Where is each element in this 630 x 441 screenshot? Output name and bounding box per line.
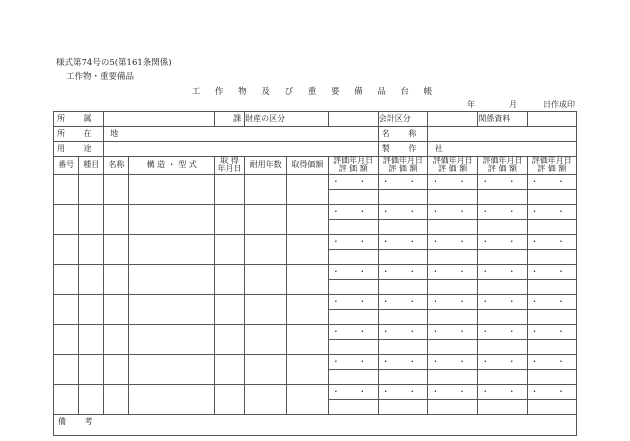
date-month-label: 月	[509, 100, 517, 109]
cell-shumoku	[79, 264, 104, 294]
cell-taiyo-nensu	[245, 264, 287, 294]
col-hyoka-2	[378, 157, 427, 175]
cell-bango	[54, 264, 79, 294]
cell-bango	[54, 384, 79, 414]
ka-label: 課	[214, 112, 244, 127]
col-hyoka-2-line1: 評価年月日	[382, 156, 423, 165]
ledger-row	[54, 354, 577, 369]
shozoku-label: 所 属	[54, 112, 104, 127]
cell-shutoku-date	[214, 204, 244, 234]
cell-shumoku	[79, 354, 104, 384]
cell-shutoku-kagaku	[287, 354, 328, 384]
hyoka-date-cell-1: ・ ・	[328, 294, 378, 309]
cell-shutoku-kagaku	[287, 324, 328, 354]
cell-shutoku-kagaku	[287, 384, 328, 414]
hyoka-amount-cell-2	[378, 189, 427, 204]
col-hyoka-2-line2: 評 価 額	[388, 164, 418, 174]
hyoka-date-cell-4: ・ ・	[478, 204, 527, 219]
notes-row	[54, 414, 577, 435]
hyoka-amount-cell-5	[527, 309, 576, 324]
col-shumoku: 種目	[79, 157, 104, 175]
hyoka-amount-cell-4	[478, 399, 527, 414]
col-hyoka-4-line2: 評 価 額	[487, 164, 517, 174]
col-shutoku-kagaku: 取得価額	[287, 157, 328, 175]
hyoka-date-cell-2: ・ ・	[378, 354, 427, 369]
hyoka-date-cell-1: ・ ・	[328, 324, 378, 339]
cell-kozo-keishiki	[129, 204, 214, 234]
cell-kozo-keishiki	[129, 174, 214, 204]
yoto-label: 用 途	[54, 142, 104, 157]
cell-meisho	[104, 294, 129, 324]
cell-shutoku-date	[214, 294, 244, 324]
col-hyoka-1-line2: 評 価 額	[338, 164, 368, 174]
col-kozo-keishiki: 構 造 ・ 型 式	[129, 157, 214, 175]
cell-taiyo-nensu	[245, 174, 287, 204]
col-hyoka-4	[478, 157, 527, 175]
page-title: 工 作 物 及 び 重 要 備 品 台 帳	[191, 87, 439, 97]
kankei-shiryo-value	[527, 112, 576, 127]
ledger-row	[54, 234, 577, 249]
cell-meisho	[104, 324, 129, 354]
shozaichi-value	[104, 127, 379, 142]
cell-bango	[54, 174, 79, 204]
cell-kozo-keishiki	[129, 264, 214, 294]
hyoka-amount-cell-5	[527, 249, 576, 264]
ledger-row	[54, 294, 577, 309]
col-meisho: 名称	[104, 157, 129, 175]
hyoka-amount-cell-4	[478, 279, 527, 294]
info-row-2	[54, 127, 577, 142]
yoto-value	[104, 142, 379, 157]
cell-kozo-keishiki	[129, 324, 214, 354]
cell-shumoku	[79, 294, 104, 324]
hyoka-date-cell-2: ・ ・	[378, 234, 427, 249]
cell-shutoku-kagaku	[287, 264, 328, 294]
cell-shumoku	[79, 234, 104, 264]
cell-shutoku-kagaku	[287, 294, 328, 324]
hyoka-amount-cell-5	[527, 399, 576, 414]
col-hyoka-3-line2: 評 価 額	[438, 164, 468, 174]
info-row-1	[54, 112, 577, 127]
hyoka-amount-cell-4	[478, 249, 527, 264]
kaikei-kubun-value	[428, 112, 478, 127]
meisho-value	[428, 127, 577, 142]
col-hyoka-3	[428, 157, 478, 175]
info-row-3	[54, 142, 577, 157]
cell-shutoku-kagaku	[287, 234, 328, 264]
hyoka-amount-cell-4	[478, 189, 527, 204]
hyoka-date-cell-5: ・ ・	[527, 204, 576, 219]
hyoka-amount-cell-3	[428, 369, 478, 384]
col-shutoku-date	[214, 157, 244, 175]
hyoka-amount-cell-5	[527, 219, 576, 234]
cell-kozo-keishiki	[129, 354, 214, 384]
hyoka-amount-cell-3	[428, 339, 478, 354]
kankei-shiryo-label: 関係資料	[478, 112, 527, 127]
hyoka-date-cell-4: ・ ・	[478, 324, 527, 339]
cell-taiyo-nensu	[245, 204, 287, 234]
hyoka-amount-cell-1	[328, 339, 378, 354]
hyoka-date-cell-3: ・ ・	[428, 354, 478, 369]
zaisan-kubun-label: 財産の区分	[245, 112, 328, 127]
cell-shumoku	[79, 174, 104, 204]
hyoka-date-cell-3: ・ ・	[428, 204, 478, 219]
notes-label: 備 考	[54, 414, 577, 435]
cell-shutoku-kagaku	[287, 174, 328, 204]
cell-meisho	[104, 174, 129, 204]
hyoka-amount-cell-1	[328, 219, 378, 234]
col-bango: 番号	[54, 157, 79, 175]
cell-shutoku-date	[214, 234, 244, 264]
hyoka-amount-cell-1	[328, 189, 378, 204]
cell-bango	[54, 324, 79, 354]
cell-taiyo-nensu	[245, 294, 287, 324]
form-number: 様式第74号の5(第161条関係)	[56, 58, 172, 68]
cell-meisho	[104, 384, 129, 414]
cell-shutoku-date	[214, 264, 244, 294]
col-hyoka-3-line1: 評価年月日	[432, 156, 473, 165]
hyoka-amount-cell-4	[478, 369, 527, 384]
ledger-row	[54, 174, 577, 189]
creation-date-line	[467, 99, 575, 110]
hyoka-date-cell-5: ・ ・	[527, 354, 576, 369]
cell-taiyo-nensu	[245, 324, 287, 354]
cell-taiyo-nensu	[245, 354, 287, 384]
col-hyoka-4-line1: 評価年月日	[482, 156, 523, 165]
shozoku-value	[104, 112, 215, 127]
ledger-table	[53, 111, 577, 436]
ledger-row	[54, 384, 577, 399]
hyoka-amount-cell-5	[527, 189, 576, 204]
hyoka-date-cell-2: ・ ・	[378, 174, 427, 189]
cell-meisho	[104, 264, 129, 294]
hyoka-date-cell-1: ・ ・	[328, 234, 378, 249]
hyoka-date-cell-2: ・ ・	[378, 204, 427, 219]
cell-kozo-keishiki	[129, 384, 214, 414]
data-rows	[54, 174, 577, 414]
col-shutoku-date-line2: 年月日	[217, 164, 242, 174]
hyoka-date-cell-2: ・ ・	[378, 294, 427, 309]
cell-bango	[54, 354, 79, 384]
hyoka-amount-cell-3	[428, 249, 478, 264]
hyoka-amount-cell-1	[328, 309, 378, 324]
hyoka-amount-cell-3	[428, 279, 478, 294]
hyoka-date-cell-1: ・ ・	[328, 264, 378, 279]
col-hyoka-1-line1: 評価年月日	[333, 156, 374, 165]
hyoka-date-cell-4: ・ ・	[478, 264, 527, 279]
hyoka-date-cell-3: ・ ・	[428, 174, 478, 189]
cell-kozo-keishiki	[129, 294, 214, 324]
column-header-row	[54, 157, 577, 175]
cell-shutoku-date	[214, 324, 244, 354]
cell-kozo-keishiki	[129, 234, 214, 264]
cell-shumoku	[79, 384, 104, 414]
cell-shutoku-date	[214, 384, 244, 414]
hyoka-date-cell-4: ・ ・	[478, 174, 527, 189]
shozaichi-label: 所 在 地	[54, 127, 104, 142]
cell-taiyo-nensu	[245, 234, 287, 264]
ledger-row	[54, 264, 577, 279]
hyoka-date-cell-3: ・ ・	[428, 234, 478, 249]
ledger-row	[54, 204, 577, 219]
hyoka-date-cell-2: ・ ・	[378, 384, 427, 399]
hyoka-date-cell-2: ・ ・	[378, 264, 427, 279]
col-hyoka-1	[328, 157, 378, 175]
seisakusha-label: 製 作 社	[378, 142, 427, 157]
col-shutoku-date-line1: 取 得	[220, 156, 239, 165]
cell-shutoku-kagaku	[287, 204, 328, 234]
hyoka-date-cell-1: ・ ・	[328, 354, 378, 369]
col-hyoka-5	[527, 157, 576, 175]
hyoka-date-cell-4: ・ ・	[478, 384, 527, 399]
cell-meisho	[104, 204, 129, 234]
col-hyoka-5-line2: 評 価 額	[537, 164, 567, 174]
hyoka-amount-cell-2	[378, 279, 427, 294]
hyoka-amount-cell-2	[378, 309, 427, 324]
date-year-label: 年	[467, 100, 475, 109]
hyoka-amount-cell-1	[328, 249, 378, 264]
hyoka-date-cell-5: ・ ・	[527, 294, 576, 309]
hyoka-date-cell-1: ・ ・	[328, 384, 378, 399]
date-suffix-label: 日作成印	[543, 100, 575, 109]
hyoka-date-cell-5: ・ ・	[527, 324, 576, 339]
hyoka-amount-cell-4	[478, 339, 527, 354]
hyoka-amount-cell-5	[527, 279, 576, 294]
hyoka-date-cell-5: ・ ・	[527, 234, 576, 249]
hyoka-amount-cell-2	[378, 249, 427, 264]
col-hyoka-5-line1: 評価年月日	[531, 156, 572, 165]
hyoka-amount-cell-2	[378, 219, 427, 234]
cell-shutoku-date	[214, 354, 244, 384]
hyoka-amount-cell-3	[428, 219, 478, 234]
hyoka-amount-cell-4	[478, 219, 527, 234]
kaikei-kubun-label: 会計区分	[378, 112, 427, 127]
cell-shumoku	[79, 324, 104, 354]
ledger-row	[54, 324, 577, 339]
hyoka-date-cell-3: ・ ・	[428, 264, 478, 279]
form-subtitle: 工作物・重要備品	[66, 72, 135, 82]
hyoka-amount-cell-3	[428, 399, 478, 414]
cell-meisho	[104, 354, 129, 384]
cell-shutoku-date	[214, 174, 244, 204]
hyoka-date-cell-1: ・ ・	[328, 174, 378, 189]
hyoka-date-cell-4: ・ ・	[478, 234, 527, 249]
hyoka-date-cell-2: ・ ・	[378, 324, 427, 339]
hyoka-date-cell-3: ・ ・	[428, 294, 478, 309]
hyoka-date-cell-5: ・ ・	[527, 174, 576, 189]
hyoka-amount-cell-5	[527, 339, 576, 354]
cell-taiyo-nensu	[245, 384, 287, 414]
hyoka-amount-cell-2	[378, 399, 427, 414]
hyoka-amount-cell-5	[527, 369, 576, 384]
hyoka-date-cell-3: ・ ・	[428, 384, 478, 399]
cell-bango	[54, 294, 79, 324]
hyoka-amount-cell-2	[378, 369, 427, 384]
hyoka-amount-cell-1	[328, 399, 378, 414]
hyoka-date-cell-5: ・ ・	[527, 384, 576, 399]
hyoka-date-cell-1: ・ ・	[328, 204, 378, 219]
hyoka-amount-cell-3	[428, 309, 478, 324]
hyoka-amount-cell-3	[428, 189, 478, 204]
hyoka-date-cell-4: ・ ・	[478, 354, 527, 369]
cell-bango	[54, 234, 79, 264]
hyoka-date-cell-4: ・ ・	[478, 294, 527, 309]
hyoka-date-cell-5: ・ ・	[527, 264, 576, 279]
hyoka-amount-cell-1	[328, 279, 378, 294]
meisho-label: 名 称	[378, 127, 427, 142]
hyoka-amount-cell-1	[328, 369, 378, 384]
hyoka-amount-cell-2	[378, 339, 427, 354]
col-taiyo-nensu: 耐用年数	[245, 157, 287, 175]
cell-shumoku	[79, 204, 104, 234]
cell-bango	[54, 204, 79, 234]
cell-meisho	[104, 234, 129, 264]
hyoka-date-cell-3: ・ ・	[428, 324, 478, 339]
zaisan-kubun-value	[328, 112, 378, 127]
hyoka-amount-cell-4	[478, 309, 527, 324]
